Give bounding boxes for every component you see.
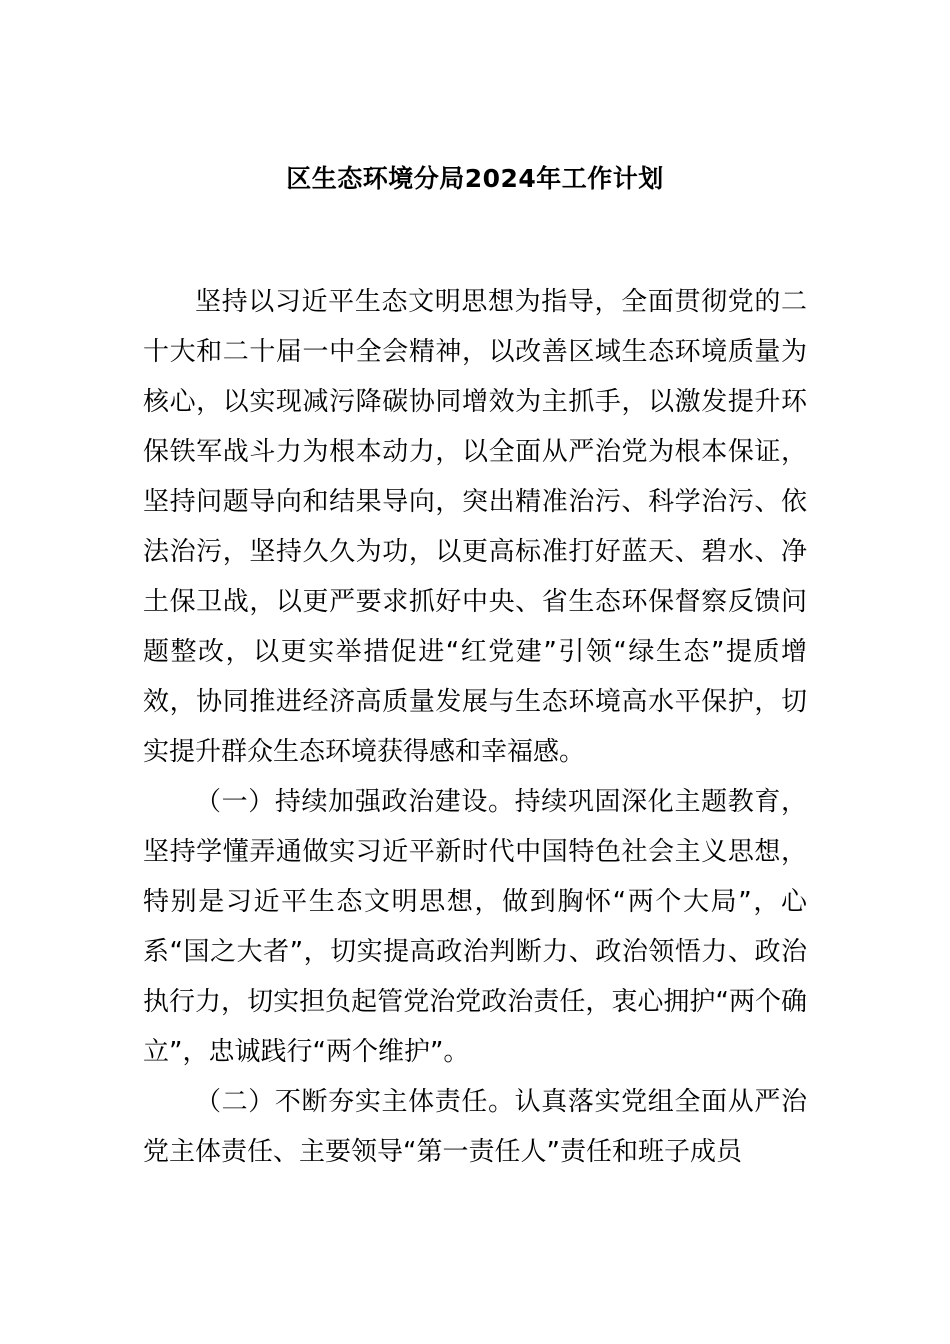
document-title: 区生态环境分局2024年工作计划 bbox=[286, 164, 664, 193]
paragraph-main-responsibility: （二）不断夯实主体责任。认真落实党组全面从严治党主体责任、主要领导“第一责任人”责任和班子成员 bbox=[143, 1087, 807, 1167]
document-body bbox=[143, 277, 807, 1177]
paragraph-political-building: （一）持续加强政治建设。持续巩固深化主题教育，坚持学懂弄通做实习近平新时代中国特色社会主义思想，特别是习近平生态文明思想，做到胸怀“两个大局”，心系“国之大者”，切实提高政治判断力、政治领悟力、政治执行力，切实担负起管党治党政治责任，衷心拥护“两个确立”，忠诚践行“两个维护”。 bbox=[143, 787, 807, 1067]
paragraph-intro: 坚持以习近平生态文明思想为指导，全面贯彻党的二十大和二十届一中全会精神，以改善区域生态环境质量为核心，以实现减污降碳协同增效为主抓手，以激发提升环保铁军战斗力为根本动力，以全面从严治党为根本保证，坚持问题导向和结果导向，突出精准治污、科学治污、依法治污，坚持久久为功，以更高标准打好蓝天、碧水、净土保卫战，以更严要求抓好中央、省生态环保督察反馈问题整改，以更实举措促进“红党建”引领“绿生态”提质增效，协同推进经济高质量发展与生态环境高水平保护，切实提升群众生态环境获得感和幸福感。 bbox=[143, 287, 807, 767]
